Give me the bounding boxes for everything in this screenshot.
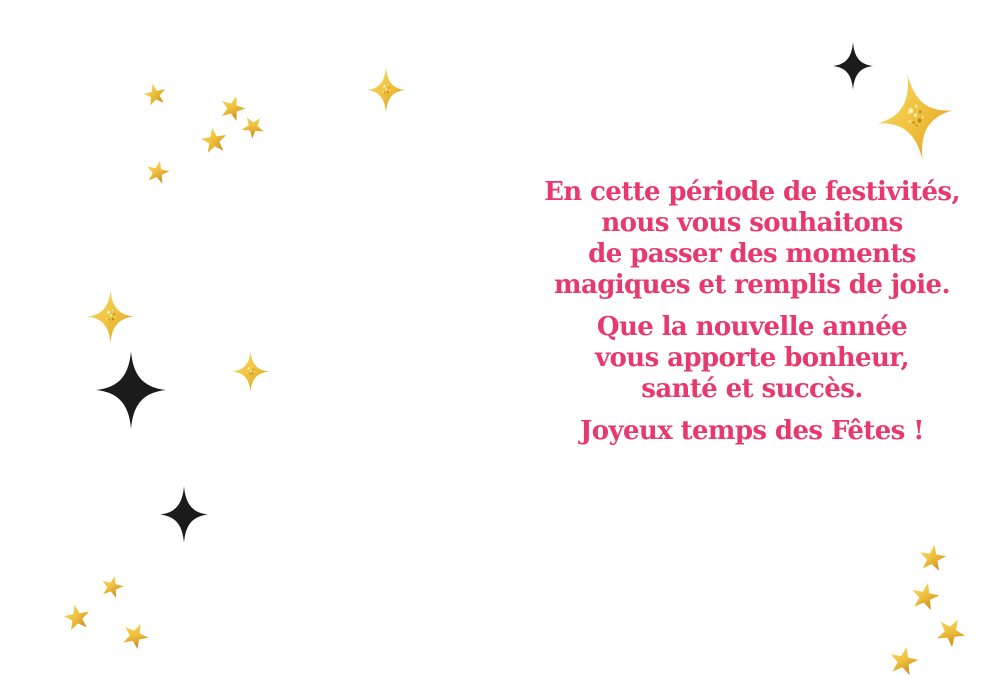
gold-star-icon — [916, 542, 949, 575]
gold-star-icon — [885, 643, 922, 680]
message-line: Que la nouvelle année — [596, 312, 908, 342]
gold-star-icon — [141, 81, 169, 109]
black-sparkle-icon — [833, 42, 873, 90]
gold-star-icon — [97, 572, 126, 601]
message-line: En cette période de festivités, — [544, 177, 960, 207]
message-line: santé et succès. — [641, 374, 863, 404]
gold-star-icon — [929, 611, 971, 653]
message-paragraph-festivities — [532, 177, 972, 301]
gold-sparkle-icon — [87, 290, 134, 343]
message-line: nous vous souhaitons — [601, 208, 903, 238]
gold-star-icon — [907, 579, 943, 615]
gold-star-icon — [116, 617, 153, 654]
gold-star-icon — [142, 157, 172, 187]
black-sparkle-icon — [160, 486, 208, 543]
gold-sparkle-icon — [367, 67, 405, 113]
message-paragraph-greeting — [532, 416, 972, 447]
greeting-message — [532, 177, 972, 458]
gold-sparkle-icon — [870, 68, 960, 166]
message-line: de passer des moments — [588, 239, 916, 269]
message-paragraph-new-year — [532, 312, 972, 405]
gold-sparkle-icon — [232, 351, 269, 392]
gold-star-icon — [61, 602, 93, 634]
message-line: magiques et remplis de joie. — [554, 270, 950, 300]
black-sparkle-icon — [96, 351, 166, 429]
gold-star-icon — [198, 125, 230, 157]
message-line: vous apporte bonheur, — [595, 343, 909, 373]
message-line: Joyeux temps des Fêtes ! — [580, 416, 924, 446]
